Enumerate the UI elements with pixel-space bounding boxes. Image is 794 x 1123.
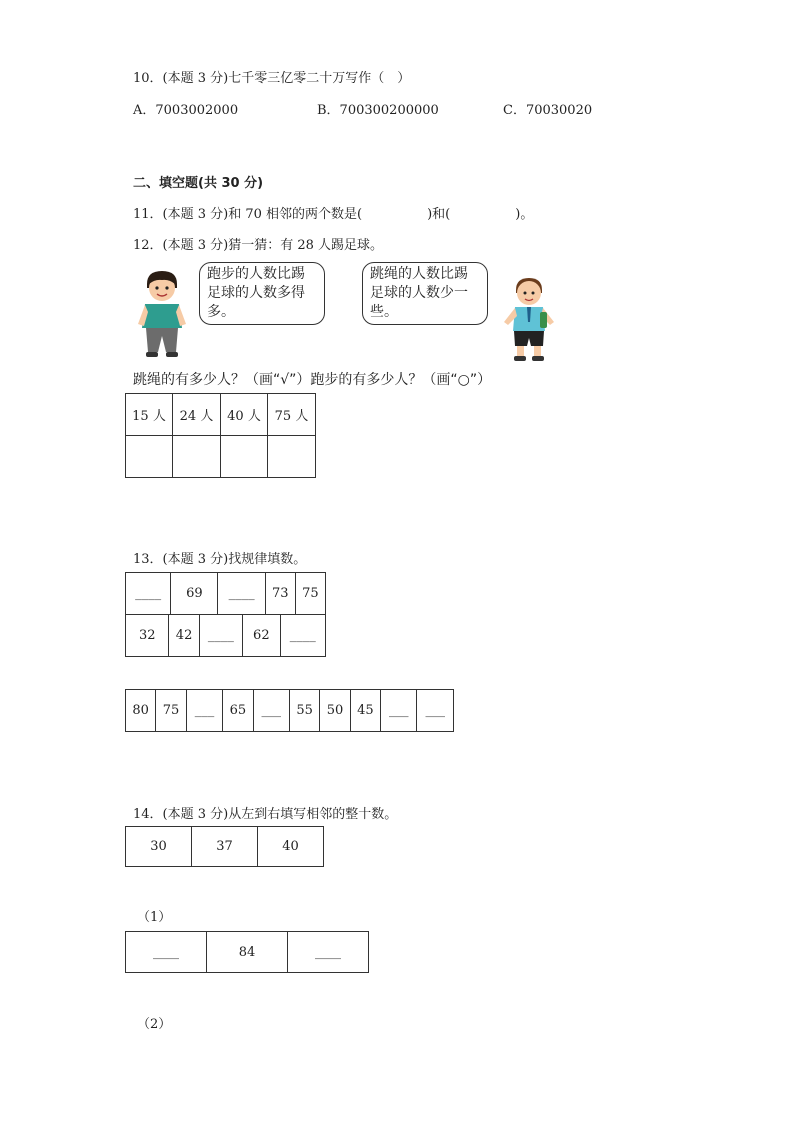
- number-cell: 75: [156, 690, 186, 732]
- number-cell: 65: [223, 690, 253, 732]
- blank-cell[interactable]: ____: [288, 932, 369, 973]
- speech-bubble-left: 跑步的人数比踢足球的人数多得多。: [199, 262, 325, 325]
- blank-cell[interactable]: ____: [218, 573, 265, 615]
- answer-cell[interactable]: [221, 436, 268, 478]
- number-cell: 55: [289, 690, 319, 732]
- answer-cell[interactable]: [126, 436, 173, 478]
- number-cell: 45: [350, 690, 380, 732]
- blank-cell[interactable]: ____: [126, 573, 171, 615]
- number-cell: 32: [126, 615, 169, 657]
- blank-cell[interactable]: ___: [186, 690, 222, 732]
- number-cell: 40: [258, 827, 324, 867]
- boy-right-illustration: [502, 276, 556, 364]
- number-cell: 37: [192, 827, 258, 867]
- number-cell: 80: [126, 690, 156, 732]
- q12-stem: 12．(本题 3 分)猜一猜：有 28 人踢足球。: [133, 238, 384, 253]
- choice-24: 24 人: [173, 394, 221, 436]
- number-cell: 75: [295, 573, 325, 615]
- q14-example-table: [125, 826, 324, 867]
- q13-stem: 13．(本题 3 分)找规律填数。: [133, 552, 307, 567]
- blank-cell[interactable]: ____: [280, 615, 326, 657]
- q10-option-b: B．700300200000: [317, 103, 439, 118]
- q13-row3: [125, 689, 454, 732]
- boy-left-illustration: [136, 268, 188, 360]
- q11-stem: 11．(本题 3 分)和 70 相邻的两个数是( )和( )。: [133, 207, 534, 222]
- blank-cell[interactable]: ____: [199, 615, 242, 657]
- q13-row2: [125, 614, 326, 657]
- choice-15: 15 人: [126, 394, 173, 436]
- answer-cell[interactable]: [173, 436, 221, 478]
- answer-cell[interactable]: [268, 436, 316, 478]
- blank-cell[interactable]: ___: [417, 690, 454, 732]
- speech-bubble-right: 跳绳的人数比踢足球的人数少一些。: [362, 262, 488, 325]
- q14-part1-label: （1）: [137, 910, 172, 925]
- q14-part1-table: [125, 931, 369, 973]
- q14-stem: 14．(本题 3 分)从左到右填写相邻的整十数。: [133, 807, 398, 822]
- q12-question: 跳绳的有多少人？（画“√”）跑步的有多少人？（画“○”）: [133, 372, 492, 388]
- choice-75: 75 人: [268, 394, 316, 436]
- q10-option-a: A．7003002000: [133, 103, 239, 118]
- choice-40: 40 人: [221, 394, 268, 436]
- q14-part2-label: （2）: [137, 1017, 172, 1032]
- blank-cell[interactable]: ___: [381, 690, 417, 732]
- section-title: 二、填空题(共 30 分): [133, 176, 264, 191]
- number-cell: 84: [207, 932, 288, 973]
- number-cell: 73: [265, 573, 295, 615]
- q13-row1: [125, 572, 326, 615]
- number-cell: 69: [171, 573, 218, 615]
- number-cell: 62: [243, 615, 280, 657]
- blank-cell[interactable]: ___: [253, 690, 289, 732]
- q12-choice-table: [125, 393, 316, 478]
- number-cell: 42: [169, 615, 199, 657]
- q10-stem: 10．(本题 3 分)七千零三亿零二十万写作（ ）: [133, 71, 411, 86]
- q10-option-c: C．70030020: [503, 103, 593, 118]
- blank-cell[interactable]: ____: [126, 932, 207, 973]
- number-cell: 50: [320, 690, 350, 732]
- number-cell: 30: [126, 827, 192, 867]
